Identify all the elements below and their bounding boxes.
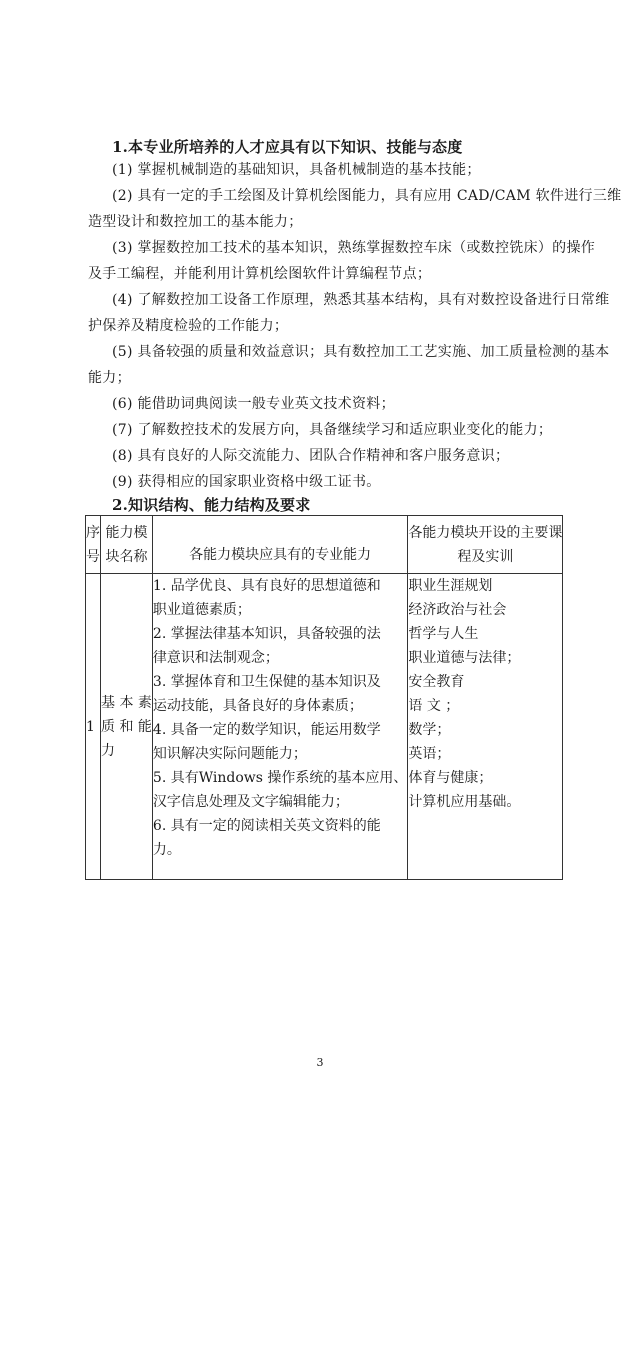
item-2-line-1: (2) 具有一定的手工绘图及计算机绘图能力，具有应用 CAD/CAM 软件进行三维 xyxy=(112,188,622,204)
course-line: 安全教育 xyxy=(408,674,465,690)
course-line: 职业生涯规划 xyxy=(408,578,493,594)
course-line: 哲学与人生 xyxy=(408,626,479,642)
header-num-line: 序 xyxy=(86,524,100,541)
item-2-line-2: 造型设计和数控加工的基本能力； xyxy=(88,214,303,230)
ability-line: 3. 掌握体育和卫生保健的基本知识及 xyxy=(152,674,381,690)
module-name-line: 力 xyxy=(101,742,115,759)
module-name-line: 基 本 素 xyxy=(101,694,152,711)
ability-line: 2. 掌握法律基本知识，具备较强的法 xyxy=(152,626,381,642)
row-courses xyxy=(408,574,563,880)
course-line: 职业道德与法律； xyxy=(408,650,521,666)
item-4-line-1: (4) 了解数控加工设备工作原理，熟悉其基本结构，具有对数控设备进行日常维 xyxy=(112,292,610,308)
course-line: 体育与健康； xyxy=(408,770,493,786)
section2-title: 2.知识结构、能力结构及要求 xyxy=(112,496,311,514)
ability-line: 汉字信息处理及文字编辑能力； xyxy=(152,794,349,810)
header-num-line: 号 xyxy=(86,548,100,565)
item-5-line-2: 能力； xyxy=(88,370,131,386)
header-courses-line: 程及实训 xyxy=(457,548,514,565)
row-number: 1 xyxy=(86,574,101,880)
header-name-line: 块名称 xyxy=(105,548,148,565)
header-courses xyxy=(408,516,563,574)
item-1-line-1: (1) 掌握机械制造的基础知识，具备机械制造的基本技能； xyxy=(112,162,481,178)
ability-line: 1. 品学优良、具有良好的思想道德和 xyxy=(152,578,381,594)
item-3-line-2: 及手工编程，并能利用计算机绘图软件计算编程节点； xyxy=(88,266,432,282)
course-line: 数学； xyxy=(408,722,451,738)
table-header-row xyxy=(86,516,563,574)
header-module-name xyxy=(101,516,153,574)
course-line: 英语； xyxy=(408,746,451,762)
ability-table xyxy=(85,515,563,880)
ability-line: 知识解决实际问题能力； xyxy=(152,746,307,762)
item-9-line-1: (9) 获得相应的国家职业资格中级工证书。 xyxy=(112,474,381,490)
ability-line: 律意识和法制观念； xyxy=(152,650,279,666)
header-abilities: 各能力模块应具有的专业能力 xyxy=(152,516,407,574)
ability-line: 6. 具有一定的阅读相关英文资料的能 xyxy=(152,818,381,834)
ability-line: 运动技能，具备良好的身体素质； xyxy=(152,698,363,714)
item-3-line-1: (3) 掌握数控加工技术的基本知识，熟练掌握数控车床（或数控铣床）的操作 xyxy=(112,240,596,256)
item-8-line-1: (8) 具有良好的人际交流能力、团队合作精神和客户服务意识； xyxy=(112,448,510,464)
row-module-name xyxy=(101,574,153,880)
page-number: 3 xyxy=(316,1056,324,1069)
item-7-line-1: (7) 了解数控技术的发展方向，具备继续学习和适应职业变化的能力； xyxy=(112,422,553,438)
header-courses-line: 各能力模块开设的主要课 xyxy=(408,524,563,541)
ability-line: 4. 具备一定的数学知识，能运用数学 xyxy=(152,722,381,738)
header-name-line: 能力模 xyxy=(105,524,148,541)
row-abilities xyxy=(152,574,407,880)
module-name-line: 质 和 能 xyxy=(101,718,152,735)
item-5-line-1: (5) 具备较强的质量和效益意识；具有数控加工工艺实施、加工质量检测的基本 xyxy=(112,344,610,360)
item-4-line-2: 护保养及精度检验的工作能力； xyxy=(88,318,289,334)
ability-line: 职业道德素质； xyxy=(152,602,251,618)
ability-line: 5. 具有Windows 操作系统的基本应用、 xyxy=(152,770,408,786)
course-line: 经济政治与社会 xyxy=(408,602,507,618)
ability-line: 力。 xyxy=(152,842,181,858)
course-line: 语 文 ； xyxy=(408,698,460,714)
item-6-line-1: (6) 能借助词典阅读一般专业英文技术资料； xyxy=(112,396,395,412)
table-row xyxy=(86,574,563,880)
section1-title: 1.本专业所培养的人才应具有以下知识、技能与态度 xyxy=(112,138,463,156)
course-line: 计算机应用基础。 xyxy=(408,794,521,810)
header-num xyxy=(86,516,101,574)
